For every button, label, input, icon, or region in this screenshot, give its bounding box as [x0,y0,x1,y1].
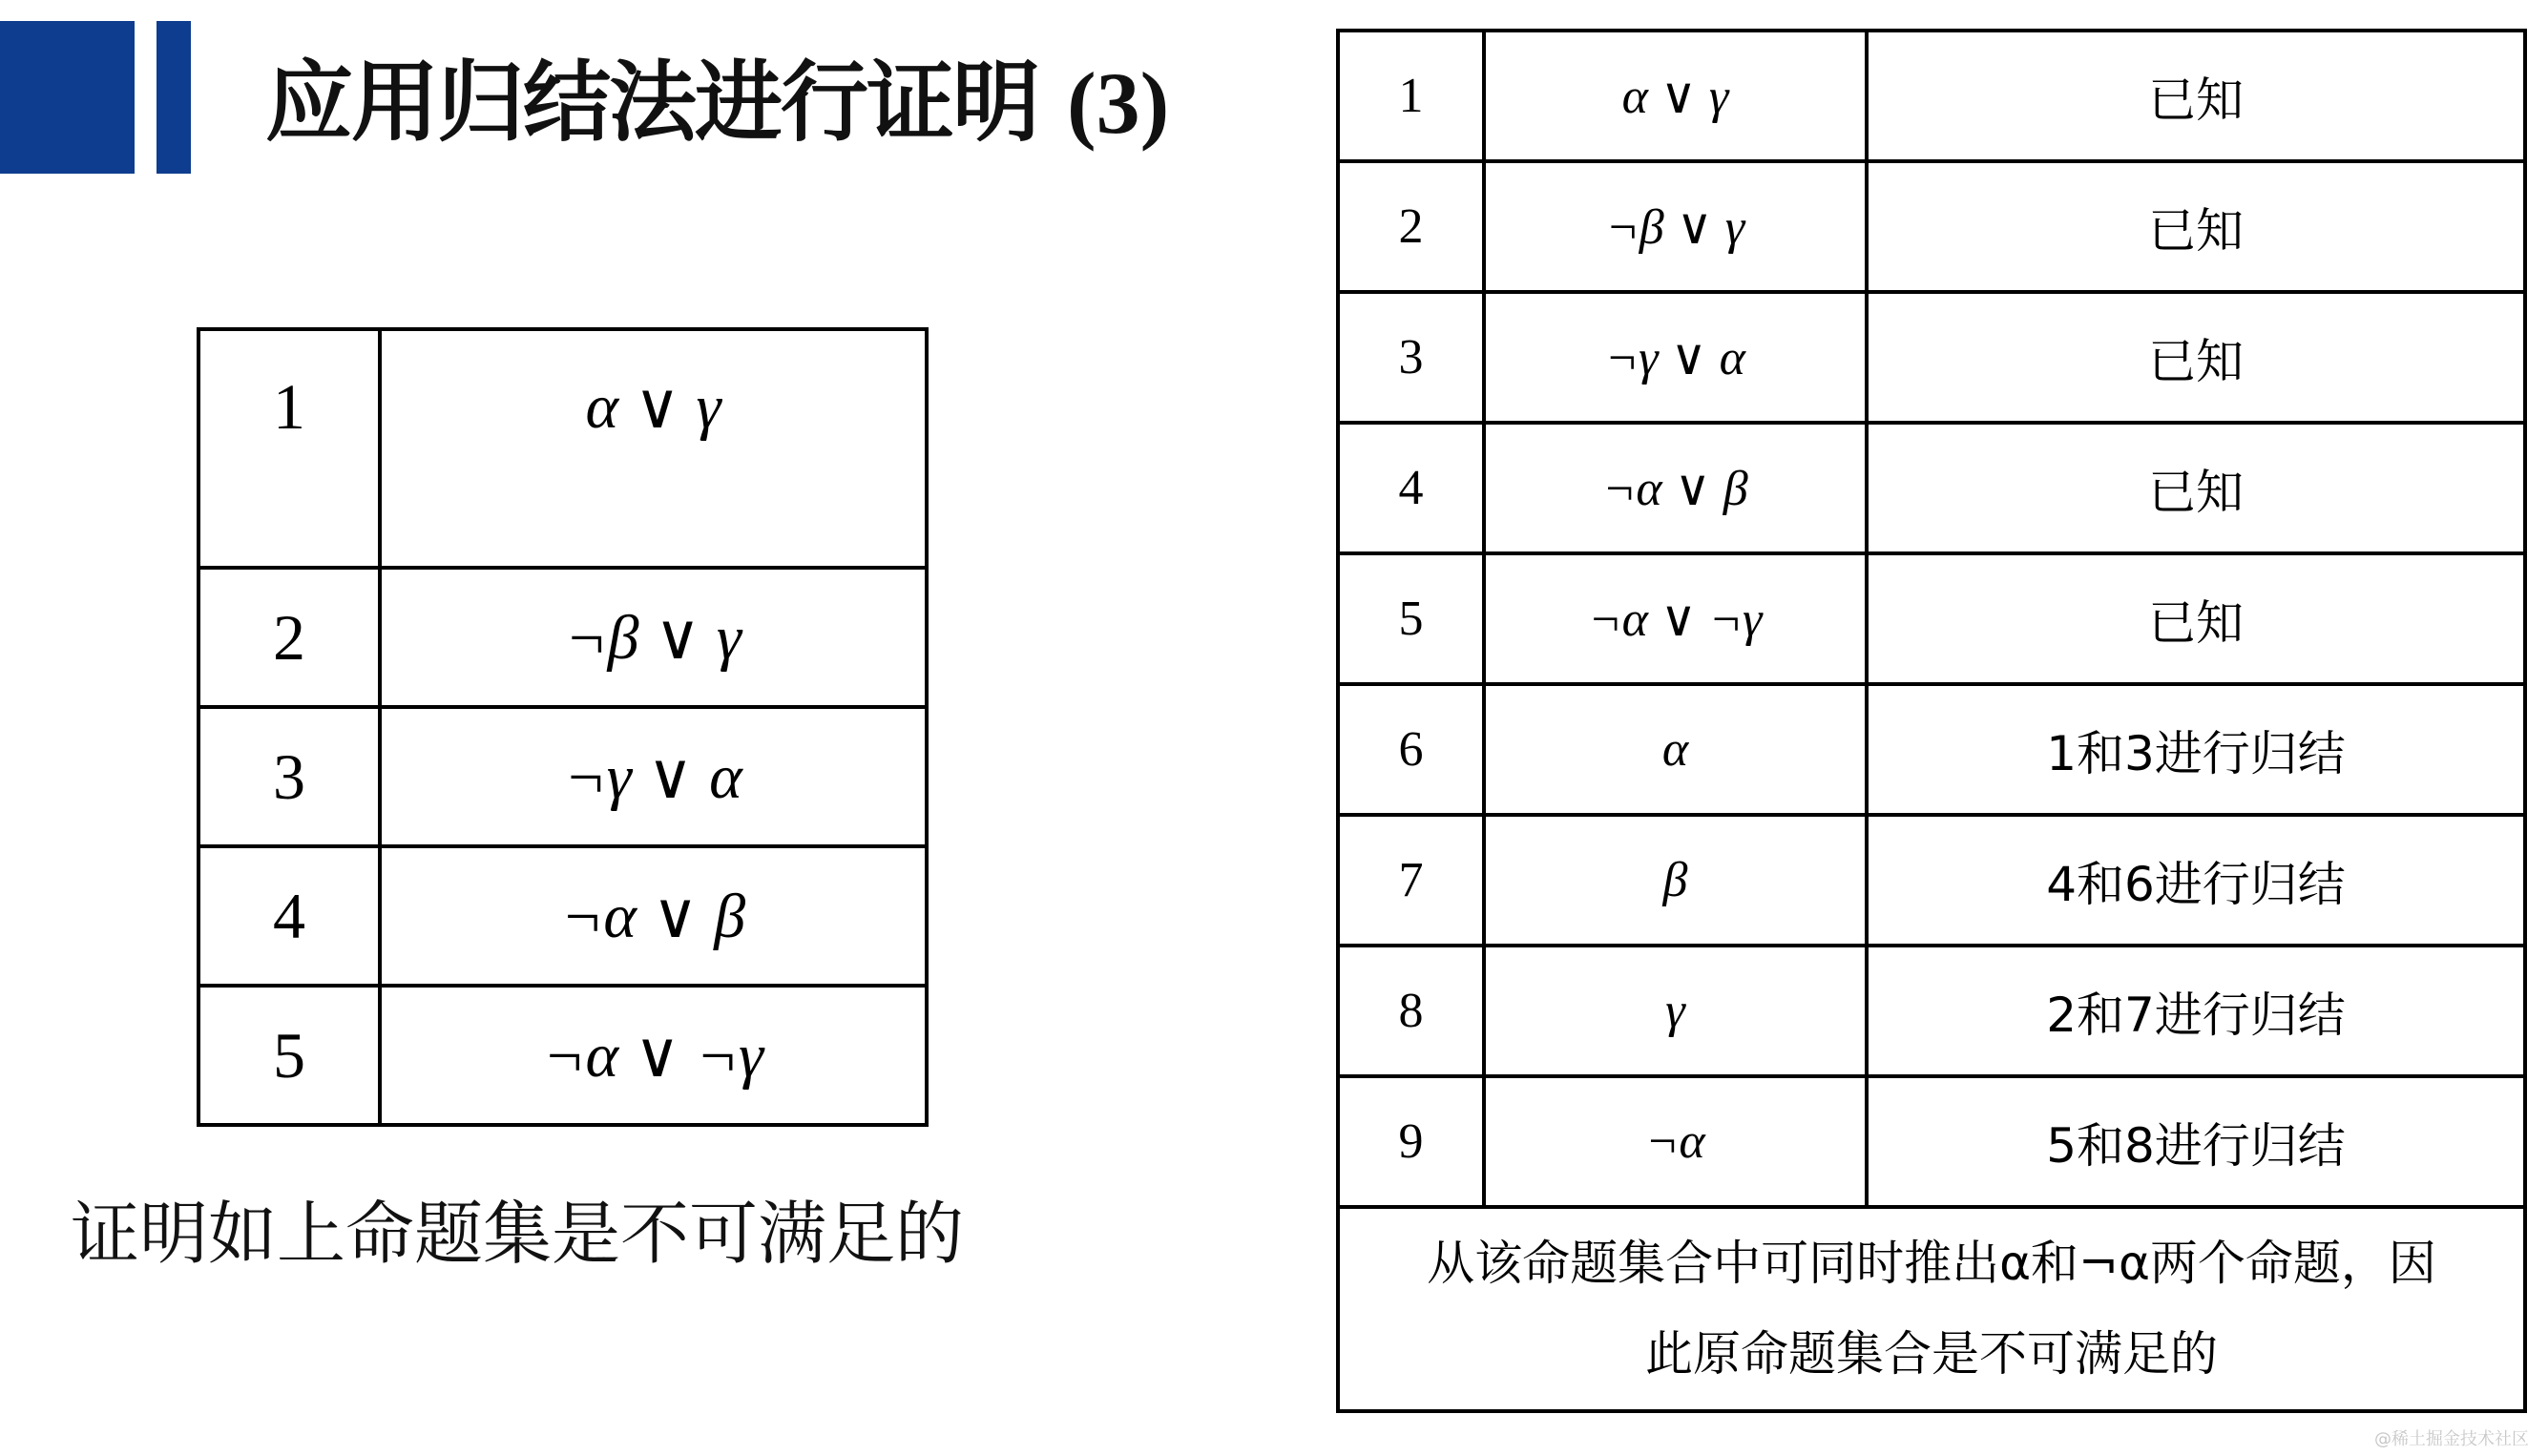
row-number: 9 [1338,1076,1484,1207]
derivation-note: 已知 [1867,31,2525,161]
row-number: 1 [1338,31,1484,161]
brand-bar [157,21,191,174]
clause-cell: α ∨ γ [380,329,927,568]
derivation-note: 已知 [1867,161,2525,292]
summary-line: 从该命题集合中可同时推出α和¬α两个命题，因 [1427,1236,2436,1291]
derivation-note: 1和3进行归结 [1867,684,2525,815]
table-row [198,986,927,1125]
clause-cell: ¬α ∨ β [380,846,927,986]
page-title [265,27,1169,179]
conclusion-text: 证明如上命题集是不可满足的 [71,1194,965,1274]
row-number: 5 [1338,553,1484,684]
brand-block [0,21,135,174]
summary-row [1338,1207,2525,1411]
row-number: 3 [198,707,380,846]
clause-table [197,327,929,1127]
table-row [198,846,927,986]
page-title-text: 应用归结法进行证明 [265,52,1039,154]
table-row [1338,684,2525,815]
table-row [1338,553,2525,684]
clause-cell: ¬α [1484,1076,1867,1207]
clause-cell: α [1484,684,1867,815]
summary-cell [1338,1207,2525,1411]
table-row [1338,946,2525,1076]
row-number: 6 [1338,684,1484,815]
derivation-note: 5和8进行归结 [1867,1076,2525,1207]
watermark: @稀土掘金技术社区 [2374,1429,2529,1449]
row-number: 8 [1338,946,1484,1076]
row-number: 2 [198,568,380,707]
resolution-table [1336,29,2527,1413]
table-row [198,707,927,846]
derivation-note: 已知 [1867,553,2525,684]
derivation-note: 已知 [1867,423,2525,553]
table-row [198,568,927,707]
derivation-note: 4和6进行归结 [1867,815,2525,946]
table-row [1338,423,2525,553]
derivation-note: 2和7进行归结 [1867,946,2525,1076]
clause-cell: ¬γ ∨ α [1484,292,1867,423]
clause-cell: γ [1484,946,1867,1076]
clause-cell: ¬β ∨ γ [380,568,927,707]
table-row [1338,161,2525,292]
clause-cell: ¬α ∨ ¬γ [1484,553,1867,684]
table-row [198,329,927,568]
row-number: 5 [198,986,380,1125]
row-number: 1 [198,329,380,568]
table-row [1338,1076,2525,1207]
clause-cell: ¬α ∨ ¬γ [380,986,927,1125]
table-row [1338,31,2525,161]
clause-cell: ¬α ∨ β [1484,423,1867,553]
clause-cell: ¬γ ∨ α [380,707,927,846]
row-number: 3 [1338,292,1484,423]
row-number: 2 [1338,161,1484,292]
row-number: 7 [1338,815,1484,946]
clause-cell: α ∨ γ [1484,31,1867,161]
clause-cell: β [1484,815,1867,946]
table-row [1338,815,2525,946]
summary-line: 此原命题集合是不可满足的 [1645,1326,2218,1382]
clause-cell: ¬β ∨ γ [1484,161,1867,292]
table-row [1338,292,2525,423]
row-number: 4 [198,846,380,986]
derivation-note: 已知 [1867,292,2525,423]
row-number: 4 [1338,423,1484,553]
page-title-suffix: (3) [1067,54,1170,152]
